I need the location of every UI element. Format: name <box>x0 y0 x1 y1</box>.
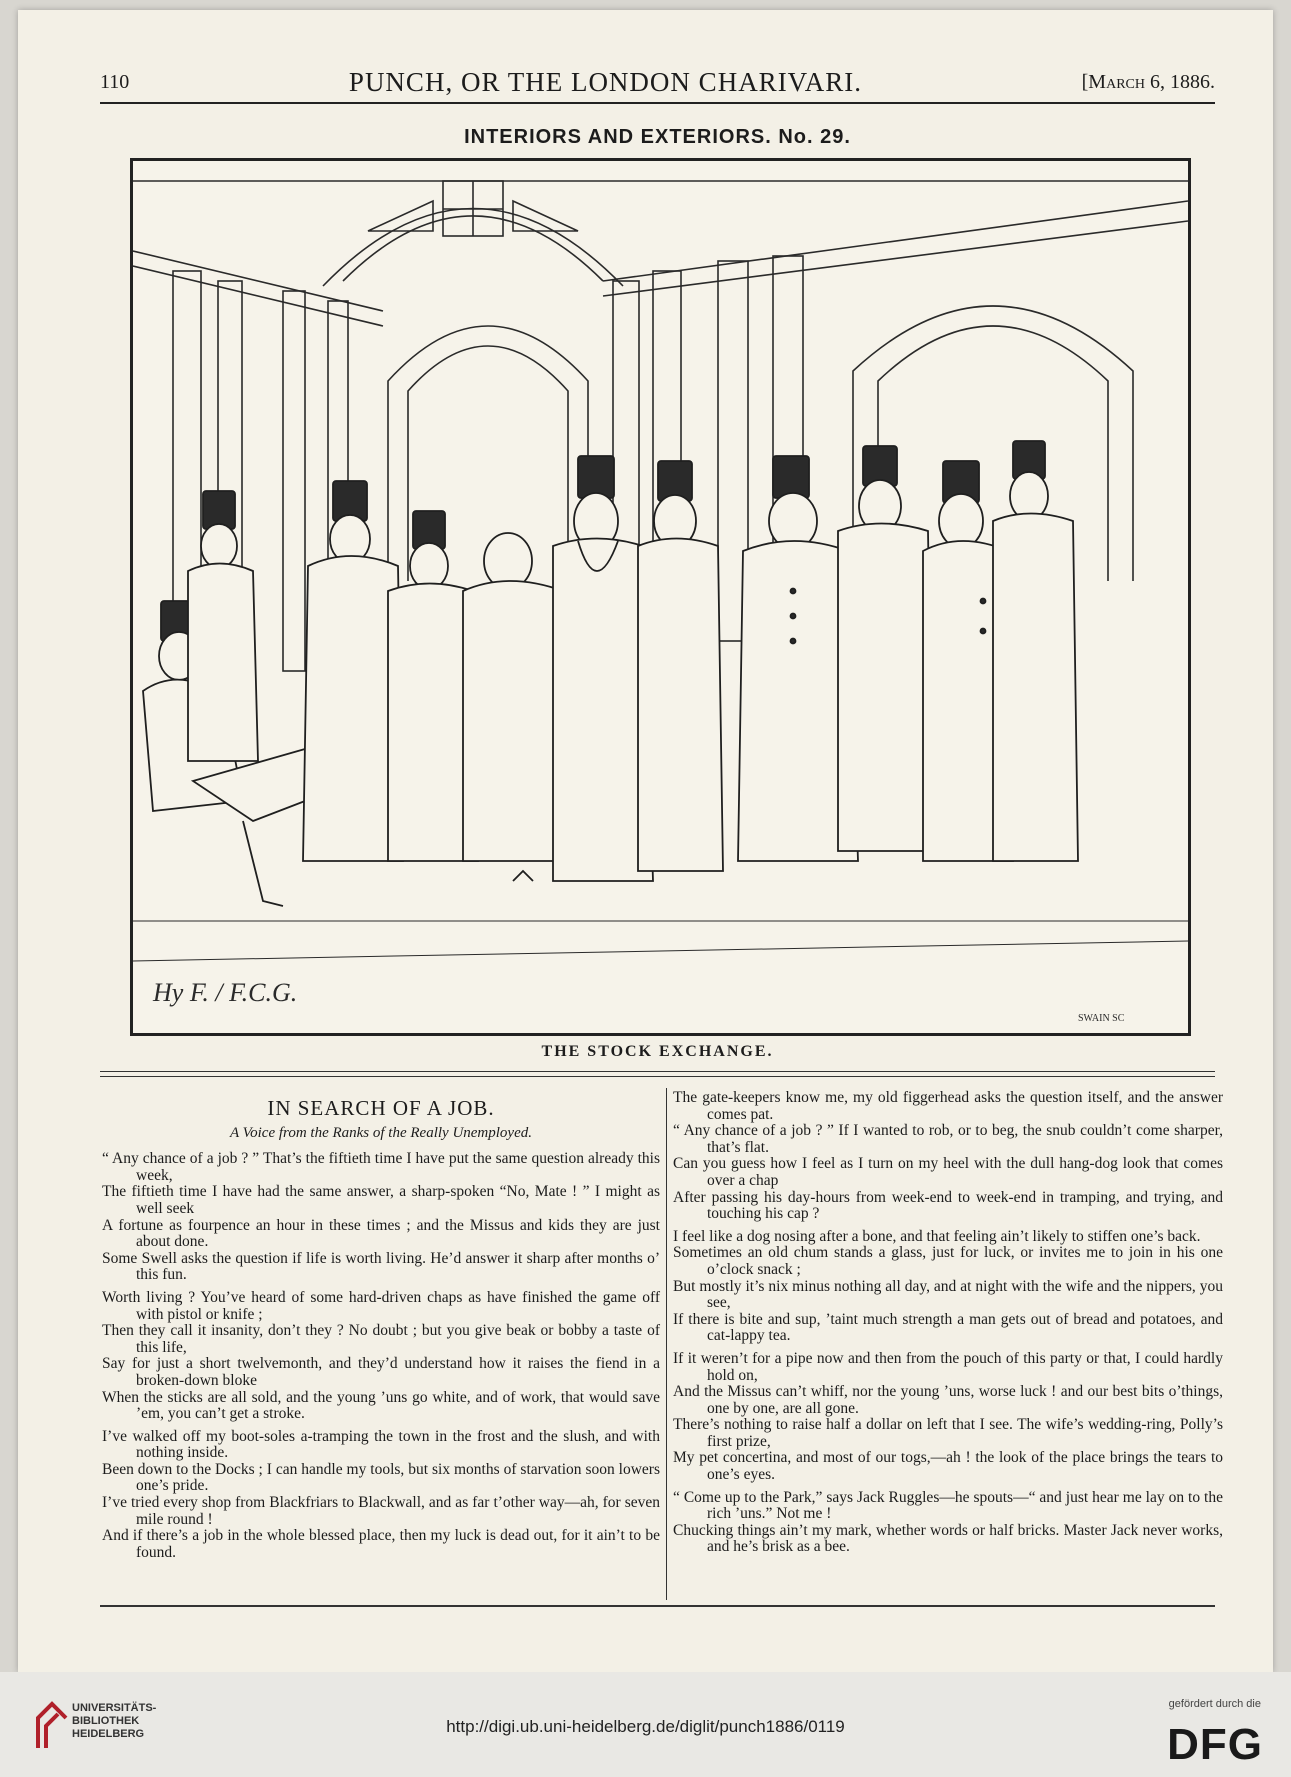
poem-left-column <box>102 1090 660 1567</box>
poem-line: Been down to the Docks ; I can handle my tools, but six months of starvation soon lowers one’s pride. <box>102 1460 660 1495</box>
cartoon-illustration <box>130 158 1191 1036</box>
poem-line: After passing his day-hours from week-end to week-end in tramping, and trying, and touching his cap ? <box>673 1188 1223 1223</box>
page-header <box>100 62 1215 104</box>
poem-line: If there is bite and sup, ’taint much strength a man gets out of bread and potatoes, and cat-lappy tea. <box>673 1310 1223 1345</box>
masthead: PUNCH, OR THE LONDON CHARIVARI. <box>348 66 862 97</box>
poem-title: IN SEARCH OF A JOB. <box>267 1096 495 1120</box>
poem-line: Then they call it insanity, don’t they ? No doubt ; but you give beak or bobby a taste of this life, <box>102 1322 660 1356</box>
poem-stanza <box>673 1490 1223 1556</box>
poem-line: “ Any chance of a job ? ” That’s the fiftieth time I have put the same question already this week, <box>102 1150 660 1184</box>
poem-line: Sometimes an old chum stands a glass, just for luck, or invites me to join in his one o’clock snack ; <box>673 1244 1223 1278</box>
permalink-url[interactable]: http://digi.ub.uni-heidelberg.de/diglit/punch1886/0119 <box>446 1717 845 1736</box>
stock-exchange-drawing <box>133 161 1188 1033</box>
poem-line: “ Any chance of a job ? ” If I wanted to rob, or to beg, the snub couldn’t come sharper, that’s flat. <box>673 1122 1223 1156</box>
poem-line: Chucking things ain’t my mark, whether words or half bricks. Master Jack never works, and he’s brisk as a bee. <box>673 1521 1223 1556</box>
poem-stanza <box>673 1351 1223 1484</box>
poem-line: Can you guess how I feel as I turn on my heel with the dull hang-dog look that comes over a chap <box>673 1155 1223 1189</box>
poem-line: Some Swell asks the question if life is worth living. He’d answer it sharp after months o’ this fun. <box>102 1249 660 1284</box>
poem-stanza <box>673 1090 1223 1223</box>
column-divider <box>666 1088 667 1600</box>
poem-line: When the sticks are all sold, and the young ’uns go white, and of work, that would save ’em, you can’t get a stroke. <box>102 1388 660 1423</box>
section-rule <box>100 1071 1215 1077</box>
engraver-mark: SWAIN SC <box>1078 1013 1125 1024</box>
poem-line: There’s nothing to raise half a dollar on left that I see. The wife’s wedding-ring, Polly’s first prize, <box>673 1416 1223 1450</box>
poem-line: My pet concertina, and most of our togs,—ah ! the look of the place brings the tears to one’s eyes. <box>673 1449 1223 1484</box>
poem-line: If it weren’t for a pipe now and then from the pouch of this party or that, I could hardly hold on, <box>673 1349 1223 1384</box>
poem-line: A fortune as fourpence an hour in these times ; and the Missus and kids they are just about done. <box>102 1216 660 1251</box>
poem-right-column <box>673 1090 1223 1562</box>
poem-line: I feel like a dog nosing after a bone, and that feeling ain’t likely to stiffen one’s back. <box>673 1227 1201 1245</box>
poem-line: The fiftieth time I have had the same answer, a sharp-spoken “No, Mate ! ” I might as well seek <box>102 1183 660 1217</box>
poem-line: Worth living ? You’ve heard of some hard-driven chaps as have finished the game off with pistol or knife ; <box>102 1288 660 1323</box>
cartoon-caption: THE STOCK EXCHANGE. <box>541 1043 774 1060</box>
bottom-rule <box>100 1605 1215 1607</box>
poem-line: I’ve walked off my boot-soles a-tramping the town in the frost and the slush, and with nothing inside. <box>102 1427 660 1462</box>
poem-line: And if there’s a job in the whole blessed place, then my luck is dead out, for it ain’t to be found. <box>102 1527 660 1561</box>
poem-stanza <box>102 1429 660 1562</box>
poem-line: I’ve tried every shop from Blackfriars to Blackwall, and as far t’other way—ah, for seven mile round ! <box>102 1494 660 1528</box>
institution-name: UNIVERSITÄTS- BIBLIOTHEK HEIDELBERG <box>72 1702 157 1740</box>
poem-stanza <box>673 1229 1223 1345</box>
viewer-footer <box>0 1672 1291 1777</box>
page-number: 110 <box>100 70 130 93</box>
poem-stanza <box>102 1151 660 1284</box>
cartoon-title: INTERIORS AND EXTERIORS. No. 29. <box>464 126 851 148</box>
poem-line: And the Missus can’t whiff, nor the young ’uns, worse luck ! and our best bits o’things, one by one, are all gone. <box>673 1383 1223 1417</box>
poem-line: Say for just a short twelvemonth, and they’d understand how it raises the fiend in a broken-down bloke <box>102 1355 660 1389</box>
poem-line: The gate-keepers know me, my old figgerhead asks the question itself, and the answer comes pat. <box>673 1089 1223 1123</box>
dfg-logo: DFG <box>1167 1720 1263 1769</box>
poem-line: But mostly it’s nix minus nothing all day, and at night with the wife and the nippers, you see, <box>673 1277 1223 1312</box>
issue-date: [March 6, 1886. <box>1081 70 1215 93</box>
poem-subtitle: A Voice from the Ranks of the Really Unemployed. <box>230 1124 532 1141</box>
artist-signature: Hy F. / F.C.G. <box>153 978 298 1007</box>
poem-stanza <box>102 1290 660 1423</box>
funded-by-label: gefördert durch die <box>1168 1698 1261 1710</box>
poem-line: “ Come up to the Park,” says Jack Ruggles—he spouts—“ and just hear me lay on to the rich ’uns.” Not me ! <box>673 1488 1223 1523</box>
